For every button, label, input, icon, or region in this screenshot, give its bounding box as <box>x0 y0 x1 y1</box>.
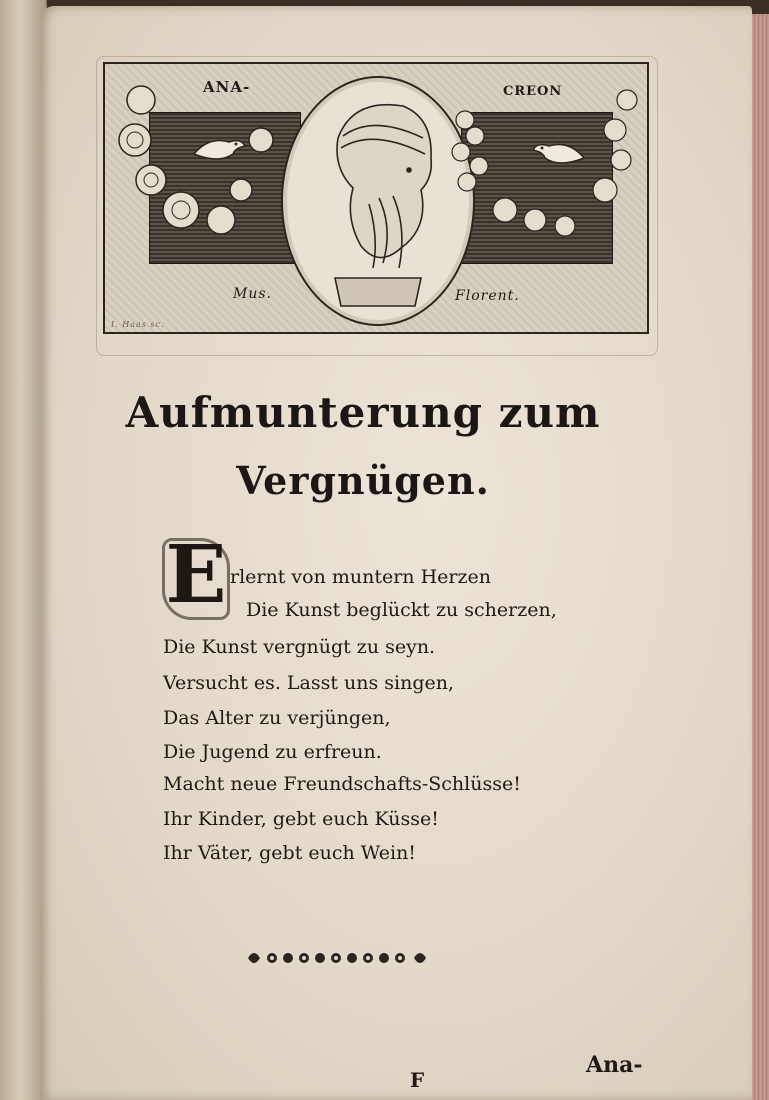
engraver-signature: I. Haas sc. <box>111 320 165 329</box>
catchword: Ana- <box>586 1052 643 1078</box>
vignette-label-mus: Mus. <box>233 286 272 302</box>
poem-title-line2: Vergnügen. <box>236 458 490 503</box>
verse-line: Ihr Kinder, gebt euch Küsse! <box>163 808 439 830</box>
verse-line: Die Kunst beglückt zu scherzen, <box>246 599 557 621</box>
dove-right-icon <box>529 128 589 178</box>
dove-left-icon <box>189 124 249 174</box>
signature-mark: F <box>410 1068 425 1092</box>
verse-line: Die Kunst vergnügt zu seyn. <box>163 636 436 658</box>
verse-line: Macht neue Freundschafts-Schlüsse! <box>163 773 521 795</box>
vignette-label-florent: Florent. <box>455 288 520 304</box>
vignette-label-ana: ANA- <box>203 78 251 96</box>
printers-ornament-icon <box>244 946 430 970</box>
drop-cap: E <box>165 527 227 621</box>
poem-title-line1: Aufmunterung zum <box>125 388 601 437</box>
vignette-label-creon: CREON <box>503 84 563 99</box>
verse-line: Das Alter zu verjüngen, <box>163 707 391 729</box>
verse-line: rlernt von muntern Herzen <box>230 566 491 588</box>
verse-line: Die Jugend zu erfreun. <box>163 741 382 763</box>
verse-line: Ihr Väter, gebt euch Wein! <box>163 842 416 864</box>
anacreon-vignette <box>103 62 649 334</box>
verse-line: Versucht es. Lasst uns singen, <box>163 672 455 694</box>
